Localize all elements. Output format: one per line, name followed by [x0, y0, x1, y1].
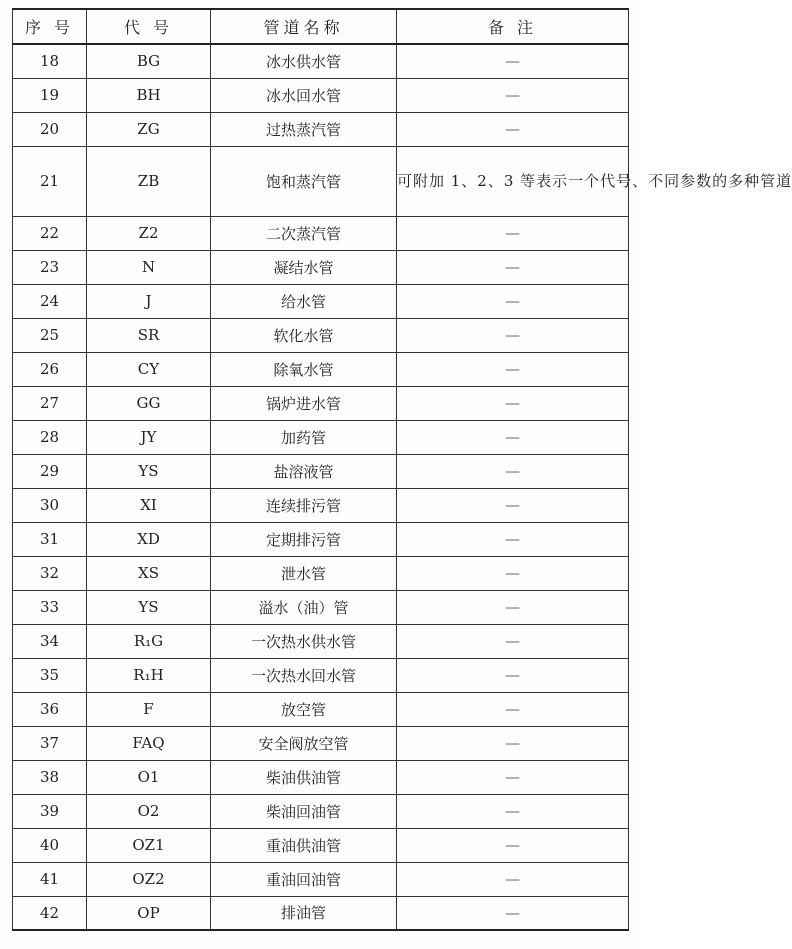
code-cell: ZG [87, 112, 211, 146]
serial-number-cell: 38 [13, 760, 87, 794]
serial-number-cell: 25 [13, 318, 87, 352]
serial-number-cell: 40 [13, 828, 87, 862]
remarks-cell: — [397, 556, 629, 590]
table-row [13, 692, 629, 726]
table-row [13, 250, 629, 284]
pipe-name-cell: 一次热水供水管 [211, 624, 397, 658]
pipe-name-cell: 安全阀放空管 [211, 726, 397, 760]
table-row [13, 112, 629, 146]
table-row [13, 896, 629, 930]
remarks-cell: — [397, 658, 629, 692]
table-row [13, 386, 629, 420]
code-cell: R₁H [87, 658, 211, 692]
table-row [13, 454, 629, 488]
remarks-cell: — [397, 760, 629, 794]
serial-number-cell: 26 [13, 352, 87, 386]
code-cell: XS [87, 556, 211, 590]
table-row [13, 726, 629, 760]
header-pipe-name: 管道名称 [211, 9, 397, 44]
remarks-cell: 可附加 1、2、3 等表示一个代号、不同参数的多种管道 [397, 146, 629, 216]
table-body [13, 44, 792, 930]
table-row [13, 556, 629, 590]
table-row [13, 828, 629, 862]
code-cell: OP [87, 896, 211, 930]
pipe-name-cell: 给水管 [211, 284, 397, 318]
code-cell: F [87, 692, 211, 726]
serial-number-cell: 23 [13, 250, 87, 284]
serial-number-cell: 30 [13, 488, 87, 522]
code-cell: XD [87, 522, 211, 556]
code-cell: Z2 [87, 216, 211, 250]
code-cell: OZ1 [87, 828, 211, 862]
table-row [13, 488, 629, 522]
table-row [13, 522, 629, 556]
code-cell: CY [87, 352, 211, 386]
serial-number-cell: 29 [13, 454, 87, 488]
pipe-name-cell: 柴油回油管 [211, 794, 397, 828]
remarks-cell: — [397, 896, 629, 930]
serial-number-cell: 24 [13, 284, 87, 318]
header-serial-number: 序 号 [13, 9, 87, 44]
remarks-cell: — [397, 352, 629, 386]
header-row [13, 9, 629, 44]
pipe-name-cell: 过热蒸汽管 [211, 112, 397, 146]
serial-number-cell: 39 [13, 794, 87, 828]
pipe-code-table [12, 8, 792, 931]
remarks-cell: — [397, 590, 629, 624]
serial-number-cell: 33 [13, 590, 87, 624]
code-cell: YS [87, 590, 211, 624]
pipe-name-cell: 柴油供油管 [211, 760, 397, 794]
code-cell: OZ2 [87, 862, 211, 896]
header-code: 代 号 [87, 9, 211, 44]
pipe-name-cell: 软化水管 [211, 318, 397, 352]
code-cell: FAQ [87, 726, 211, 760]
table-row [13, 352, 629, 386]
header-remarks: 备 注 [397, 9, 629, 44]
table-row [13, 44, 629, 78]
code-cell: YS [87, 454, 211, 488]
remarks-cell: — [397, 726, 629, 760]
serial-number-cell: 42 [13, 896, 87, 930]
remarks-cell: — [397, 794, 629, 828]
table-row [13, 318, 629, 352]
code-cell: J [87, 284, 211, 318]
pipe-name-cell: 一次热水回水管 [211, 658, 397, 692]
serial-number-cell: 27 [13, 386, 87, 420]
code-cell: ZB [87, 146, 211, 216]
serial-number-cell: 34 [13, 624, 87, 658]
code-cell: N [87, 250, 211, 284]
pipe-name-cell: 排油管 [211, 896, 397, 930]
pipe-name-cell: 二次蒸汽管 [211, 216, 397, 250]
code-cell: R₁G [87, 624, 211, 658]
remarks-cell: — [397, 386, 629, 420]
table-row [13, 760, 629, 794]
table-row [13, 146, 629, 216]
pipe-name-cell: 溢水（油）管 [211, 590, 397, 624]
remarks-cell: — [397, 522, 629, 556]
remarks-cell: — [397, 862, 629, 896]
table-row [13, 862, 629, 896]
remarks-cell: — [397, 692, 629, 726]
pipe-name-cell: 连续排污管 [211, 488, 397, 522]
serial-number-cell: 36 [13, 692, 87, 726]
serial-number-cell: 18 [13, 44, 87, 78]
code-cell: GG [87, 386, 211, 420]
table-row [13, 794, 629, 828]
table-row [13, 624, 629, 658]
serial-number-cell: 35 [13, 658, 87, 692]
serial-number-cell: 37 [13, 726, 87, 760]
remarks-cell: — [397, 488, 629, 522]
remarks-cell: — [397, 624, 629, 658]
table-row [13, 216, 629, 250]
table-row [13, 284, 629, 318]
remarks-cell: — [397, 44, 629, 78]
serial-number-cell: 31 [13, 522, 87, 556]
pipe-name-cell: 定期排污管 [211, 522, 397, 556]
remarks-cell: — [397, 216, 629, 250]
serial-number-cell: 41 [13, 862, 87, 896]
pipe-name-cell: 饱和蒸汽管 [211, 146, 397, 216]
code-cell: JY [87, 420, 211, 454]
pipe-name-cell: 重油供油管 [211, 828, 397, 862]
table-row [13, 590, 629, 624]
table-header [13, 9, 629, 44]
code-cell: BG [87, 44, 211, 78]
table-row [13, 420, 629, 454]
serial-number-cell: 21 [13, 146, 87, 216]
serial-number-cell: 28 [13, 420, 87, 454]
pipe-name-cell: 冰水回水管 [211, 78, 397, 112]
pipe-name-cell: 放空管 [211, 692, 397, 726]
serial-number-cell: 19 [13, 78, 87, 112]
pipe-name-cell: 凝结水管 [211, 250, 397, 284]
remarks-cell: — [397, 318, 629, 352]
pipe-name-cell: 锅炉进水管 [211, 386, 397, 420]
remarks-cell: — [397, 454, 629, 488]
code-cell: BH [87, 78, 211, 112]
code-cell: XI [87, 488, 211, 522]
code-cell: O1 [87, 760, 211, 794]
code-cell: SR [87, 318, 211, 352]
remarks-cell: — [397, 250, 629, 284]
table-row [13, 78, 629, 112]
remarks-cell: — [397, 112, 629, 146]
table-row [13, 658, 629, 692]
remarks-cell: — [397, 420, 629, 454]
serial-number-cell: 20 [13, 112, 87, 146]
pipe-name-cell: 冰水供水管 [211, 44, 397, 78]
pipe-name-cell: 盐溶液管 [211, 454, 397, 488]
remarks-cell: — [397, 78, 629, 112]
remarks-cell: — [397, 284, 629, 318]
pipe-name-cell: 除氧水管 [211, 352, 397, 386]
serial-number-cell: 22 [13, 216, 87, 250]
serial-number-cell: 32 [13, 556, 87, 590]
code-cell: O2 [87, 794, 211, 828]
remarks-cell: — [397, 828, 629, 862]
pipe-name-cell: 加药管 [211, 420, 397, 454]
pipe-name-cell: 泄水管 [211, 556, 397, 590]
pipe-name-cell: 重油回油管 [211, 862, 397, 896]
